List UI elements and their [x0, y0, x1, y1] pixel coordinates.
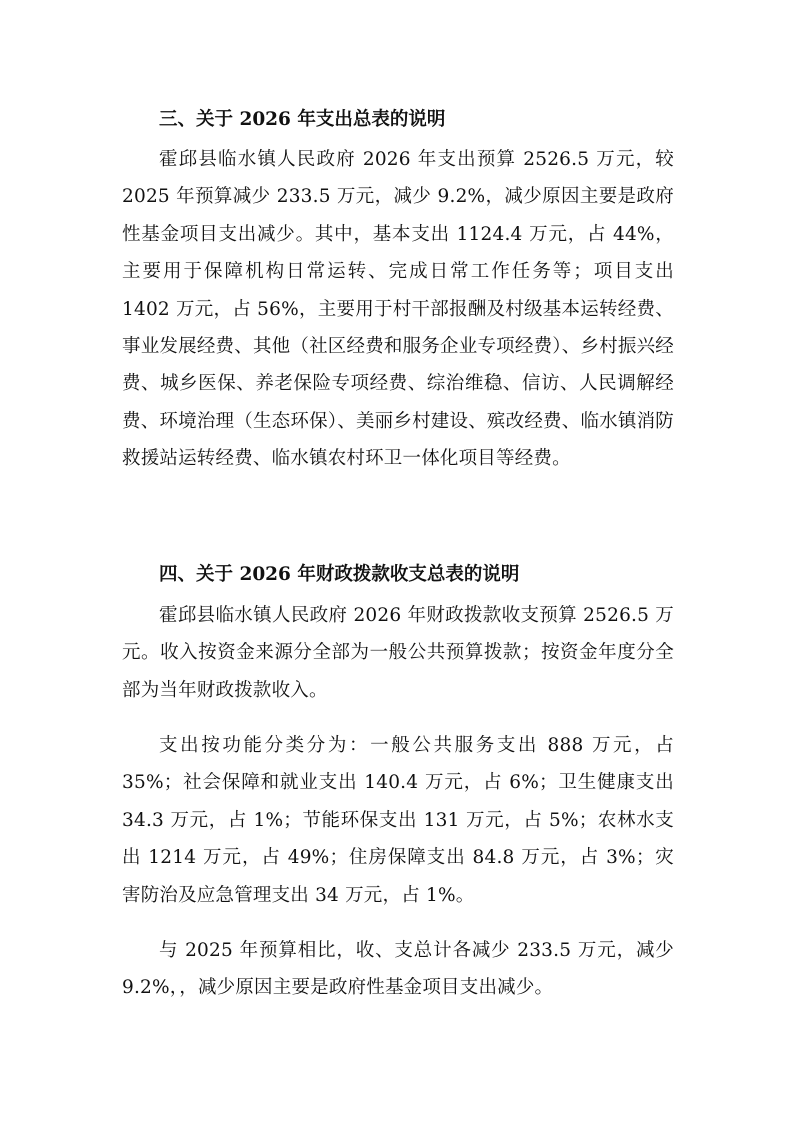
- section-4-paragraph-2: 支出按功能分类分为：一般公共服务支出 888 万元，占 35%；社会保障和就业支出 140.4 万元，占 6%；卫生健康支出 34.3 万元，占 1%；节能环保支出 131 万元，占 5%；农林水支出 1214 万元，占 49%；住房保障支出 84.8 万元，占 3%；灾害防治及应急管理支出 34 万元，占 1%。: [122, 735, 674, 906]
- section-3-heading: 三、关于 2026 年支出总表的说明: [159, 109, 446, 130]
- section-3-paragraph: 霍邱县临水镇人民政府 2026 年支出预算 2526.5 万元，较 2025 年预算减少 233.5 万元，减少 9.2%，减少原因主要是政府性基金项目支出减少。其中，基本支出 1124.4 万元，占 44%，主要用于保障机构日常运转、完成日常工作任务等；项目支出 1402 万元，占 56%，主要用于村干部报酬及村级基本运转经费、事业发展经费、其他（社区经费和服务企业专项经费）、乡村振兴经费、城乡医保、养老保险专项经费、综治维稳、信访、人民调解经费、环境治理（生态环保）、美丽乡村建设、殡改经费、临水镇消防救援站运转经费、临水镇农村环卫一体化项目等经费。: [122, 149, 674, 470]
- section-4-heading: 四、关于 2026 年财政拨款收支总表的说明: [159, 564, 520, 585]
- section-4-paragraph-3: 与 2025 年预算相比，收、支总计各减少 233.5 万元，减少 9.2%，，减少原因主要是政府性基金项目支出减少。: [122, 940, 674, 999]
- section-4-paragraph-1: 霍邱县临水镇人民政府 2026 年财政拨款收支预算 2526.5 万元。收入按资金来源分全部为一般公共预算拨款；按资金年度分全部为当年财政拨款收入。: [122, 605, 674, 701]
